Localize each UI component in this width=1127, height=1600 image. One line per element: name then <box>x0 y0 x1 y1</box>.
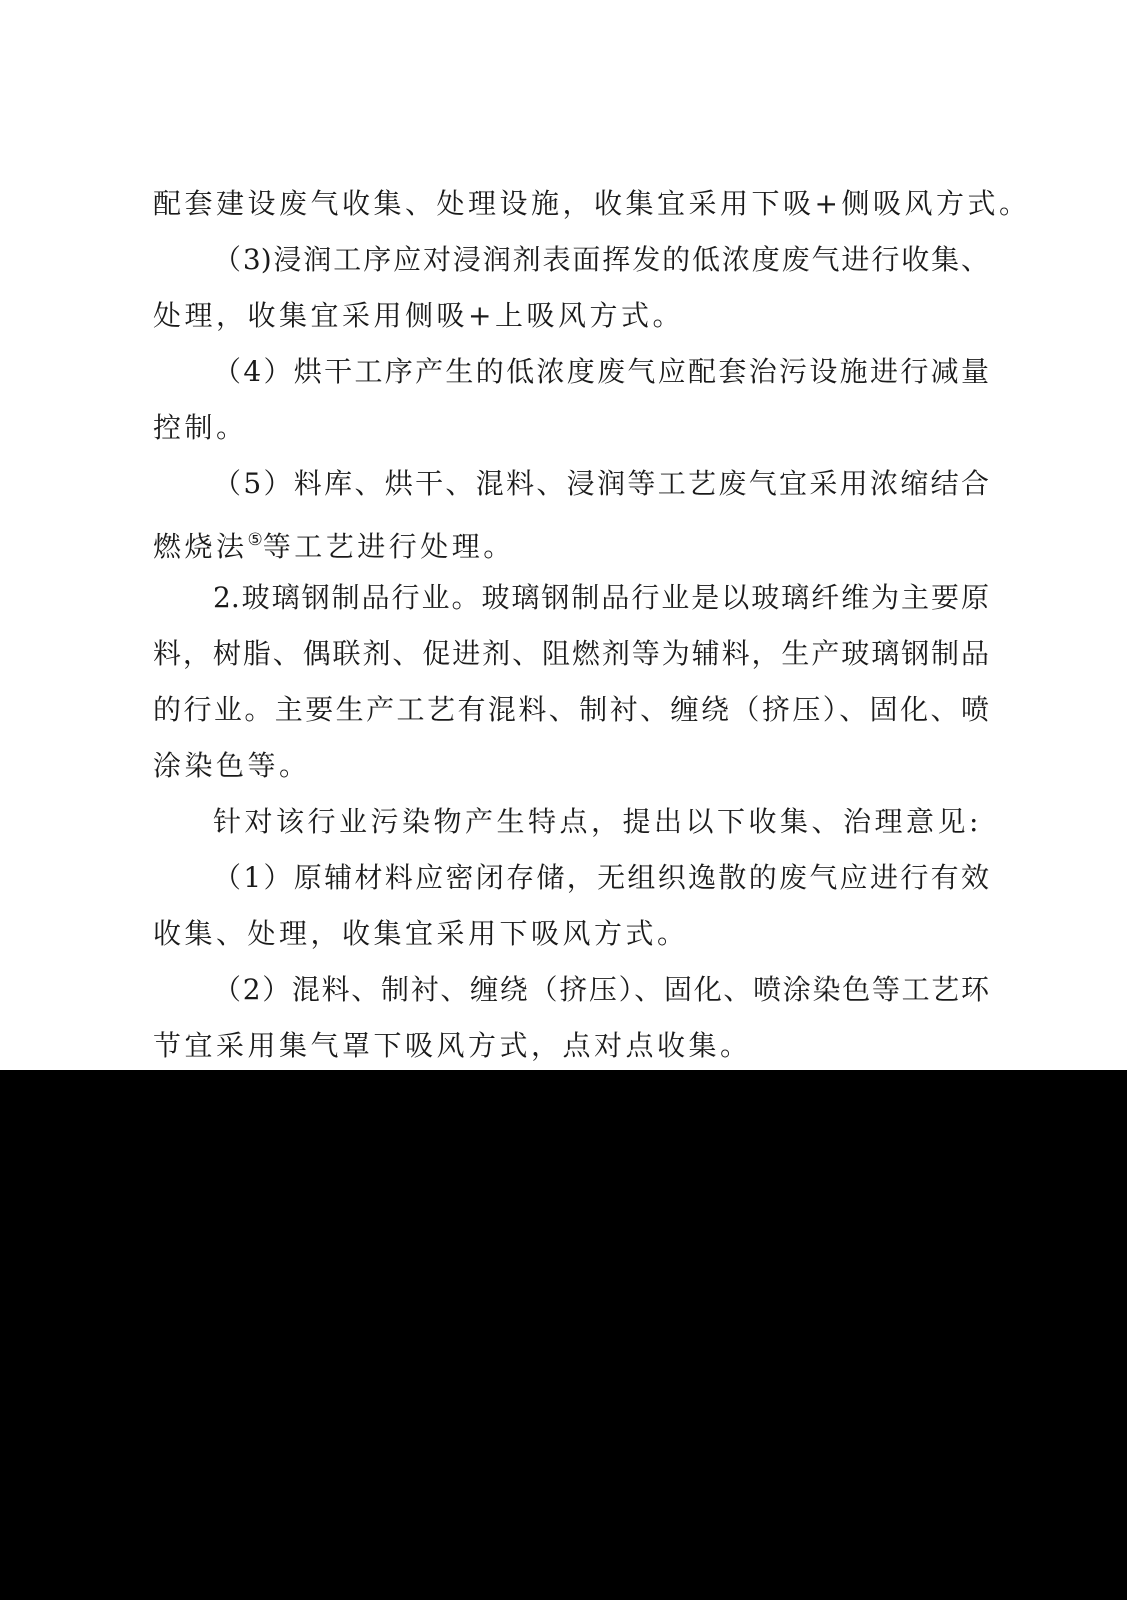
text-line-11: 涂染色等。 <box>153 749 311 782</box>
text-line-5: 控制。 <box>153 411 248 444</box>
text-line-12: 针对该行业污染物产生特点，提出以下收集、治理意见: <box>213 805 982 838</box>
text-line-6: （5）料库、烘干、混料、浸润等工艺废气宜采用浓缩结合 <box>213 467 989 500</box>
text-span-process: 等工艺进行处理。 <box>262 530 515 563</box>
text-line-13: （1）原辅材料应密闭存储，无组织逸散的废气应进行有效 <box>213 861 989 894</box>
text-line-7 <box>153 522 989 565</box>
text-span-combustion: 燃烧法 <box>153 530 248 563</box>
text-line-9: 料，树脂、偶联剂、促进剂、阻燃剂等为辅料，生产玻璃钢制品 <box>153 637 989 670</box>
text-line-2: （3)浸润工序应对浸润剂表面挥发的低浓度废气进行收集、 <box>213 243 989 276</box>
text-line-4: （4）烘干工序产生的低浓度废气应配套治污设施进行减量 <box>213 355 989 388</box>
text-line-14: 收集、处理，收集宜采用下吸风方式。 <box>153 917 689 950</box>
text-line-3: 处理，收集宜采用侧吸+上吸风方式。 <box>153 299 684 332</box>
text-line-16: 节宜采用集气罩下吸风方式，点对点收集。 <box>153 1029 752 1062</box>
text-line-8: 2.玻璃钢制品行业。玻璃钢制品行业是以玻璃纤维为主要原 <box>213 581 989 614</box>
text-line-15: （2）混料、制衬、缠绕（挤压）、固化、喷涂染色等工艺环 <box>213 973 989 1006</box>
footnote-marker-5: ⑤ <box>247 530 263 550</box>
black-redaction-area <box>0 1070 1127 1600</box>
text-line-10: 的行业。主要生产工艺有混料、制衬、缠绕（挤压）、固化、喷 <box>153 693 989 726</box>
text-line-1: 配套建设废气收集、处理设施，收集宜采用下吸+侧吸风方式。 <box>153 187 1031 220</box>
